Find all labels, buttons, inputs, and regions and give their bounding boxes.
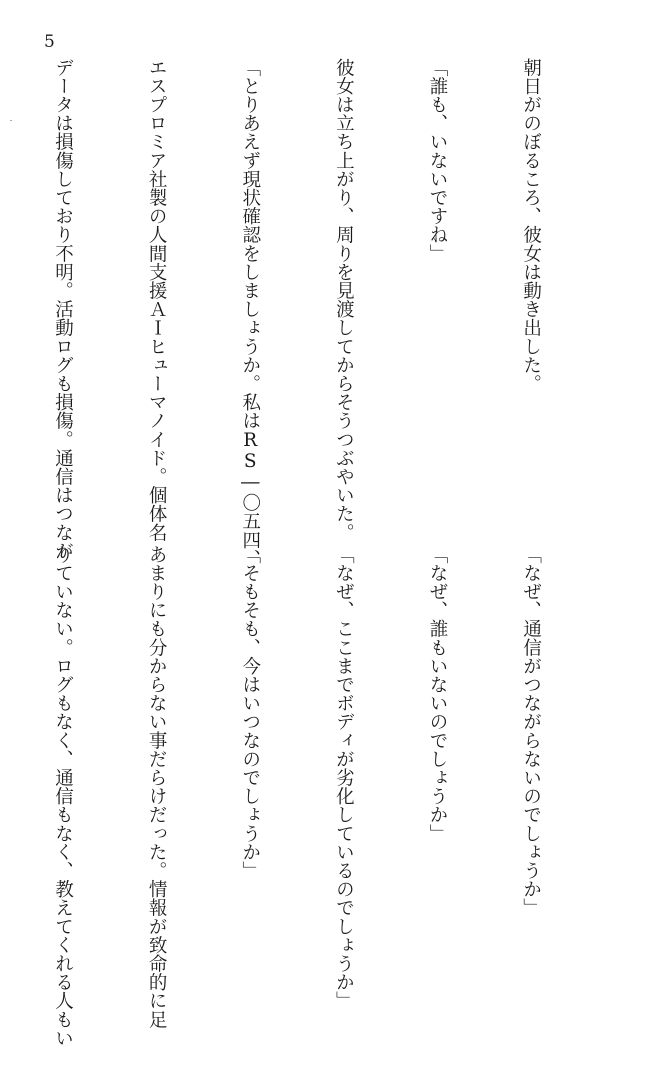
text-line: データは損傷しており不明。活動ログも損傷。通信はつなが — [52, 58, 74, 561]
text-line: あまりにも分からない事だらけだった。情報が致命的に足 — [146, 545, 168, 1029]
text-line: 「なぜ、通信がつながらないのでしょうか」 — [520, 545, 542, 917]
text-line: 「なぜ、ここまでボディが劣化しているのでしょうか」 — [333, 545, 355, 1010]
text-line: 「誰も、いないですね」 — [426, 58, 448, 263]
text-line: 「なぜ、誰もいないのでしょうか」 — [426, 545, 448, 843]
text-line: 朝日がのぼるころ、彼女は動き出した。 — [520, 58, 542, 393]
text-line: りていない。ログもなく、通信もなく、教えてくれる人もい — [52, 545, 74, 1048]
text-line: 彼女は立ち上がり、周りを見渡してからそうつぶやいた。 — [333, 58, 355, 542]
text-line: 「そもそも、今はいつなのでしょうか」 — [239, 545, 261, 880]
lower-text-block — [52, 545, 609, 1048]
page-number: 5 — [44, 32, 55, 52]
text-line: エスプロミア社製の人間支援ＡＩヒューマノイド。個体名 — [146, 58, 168, 542]
text-line: 「とりあえず現状確認をしましょうか。私はRS―〇五四、 — [239, 58, 261, 568]
upper-text-block — [52, 58, 609, 568]
